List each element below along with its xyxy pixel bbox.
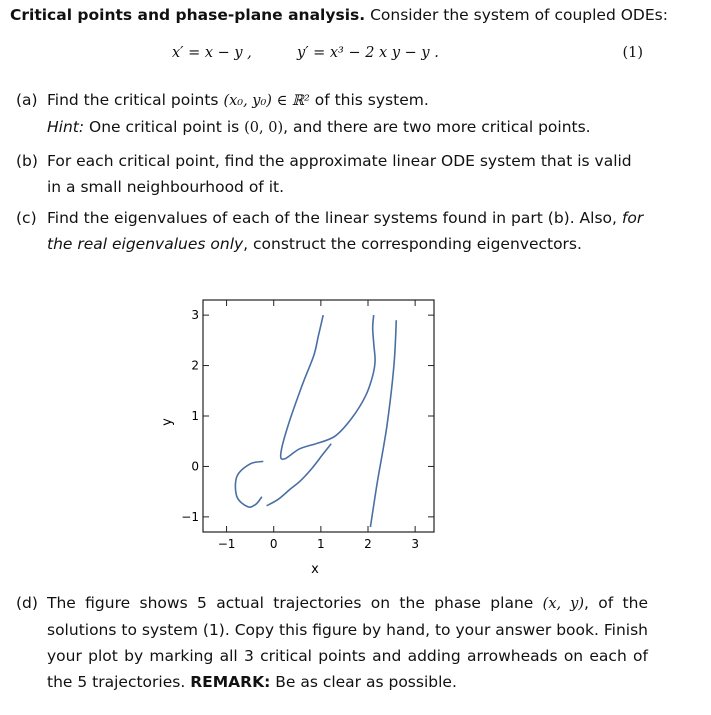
x-tick-labels bbox=[218, 537, 419, 551]
x-axis-label: x bbox=[311, 562, 319, 577]
hint-before: One critical point is bbox=[89, 118, 240, 136]
y-tick-label: 1 bbox=[191, 409, 199, 423]
equation-number: (1) bbox=[622, 45, 643, 61]
part-c-emphasis: for the real eigenvalues only bbox=[47, 209, 644, 253]
part-d-text-before: The figure shows 5 actual trajectories on the phase plane bbox=[47, 594, 534, 612]
part-a-text-before: Find the critical points bbox=[47, 91, 219, 109]
trajectory-2 bbox=[316, 315, 375, 444]
x-tick-label: 0 bbox=[269, 537, 278, 551]
problem-title: Critical points and phase-plane analysis. bbox=[10, 6, 366, 24]
part-d-text-after: , of the solutions to system (1). Copy this figure by hand, to your answer book. Finish your plot by marking all 3 critical points and adding arrowheads on each of the 5 trajectories. bbox=[47, 594, 648, 691]
x-tick-label: 3 bbox=[411, 537, 419, 551]
y-tick-label: 3 bbox=[191, 308, 199, 323]
hint-point: (0, 0) bbox=[244, 120, 284, 136]
part-d-coords: (x, y) bbox=[542, 596, 584, 612]
hint-label: Hint: bbox=[47, 118, 85, 136]
part-c-text-before: Find the eigenvalues of each of the linear systems found in part (b). Also, bbox=[47, 209, 617, 227]
phase-plane-figure bbox=[150, 290, 450, 582]
part-a-point: (x₀, y₀) ∈ ℝ² bbox=[223, 93, 310, 109]
x-tick-label: 1 bbox=[317, 537, 325, 551]
problem-heading bbox=[10, 6, 668, 24]
remark-text: Be as clear as possible. bbox=[275, 673, 457, 691]
part-c bbox=[16, 205, 648, 257]
part-d-label: (d) bbox=[16, 594, 38, 612]
problem-intro: Consider the system of coupled ODEs: bbox=[370, 6, 668, 24]
trajectory-4 bbox=[235, 461, 263, 507]
y-tick-label: 0 bbox=[191, 459, 199, 474]
trajectories bbox=[235, 315, 396, 527]
y-axis-label: y bbox=[160, 418, 175, 426]
part-b-label: (b) bbox=[16, 152, 38, 170]
ode-system bbox=[172, 45, 439, 61]
equation-x: x′ = x − y , bbox=[172, 45, 252, 61]
trajectory-5 bbox=[267, 444, 332, 506]
remark-label: REMARK: bbox=[190, 673, 271, 691]
y-tick-labels bbox=[181, 308, 199, 524]
x-tick-label: 2 bbox=[364, 537, 372, 551]
hint-after: , and there are two more critical points. bbox=[283, 118, 591, 136]
part-b-text: For each critical point, find the approximate linear ODE system that is valid in a small neighbourhood of it. bbox=[47, 152, 632, 196]
part-c-text-after: , construct the corresponding eigenvectors. bbox=[243, 235, 582, 253]
y-tick-label: 2 bbox=[191, 358, 199, 373]
equation-y: y′ = x³ − 2 x y − y . bbox=[297, 45, 439, 61]
trajectory-1 bbox=[281, 315, 324, 459]
part-a-label: (a) bbox=[16, 91, 38, 109]
x-tick-label: −1 bbox=[217, 537, 236, 551]
y-tick-label: −1 bbox=[181, 509, 199, 524]
part-d bbox=[16, 590, 648, 695]
part-c-label: (c) bbox=[16, 209, 37, 227]
part-b bbox=[16, 148, 648, 200]
part-a bbox=[16, 87, 648, 141]
part-a-text-after: of this system. bbox=[314, 91, 429, 109]
